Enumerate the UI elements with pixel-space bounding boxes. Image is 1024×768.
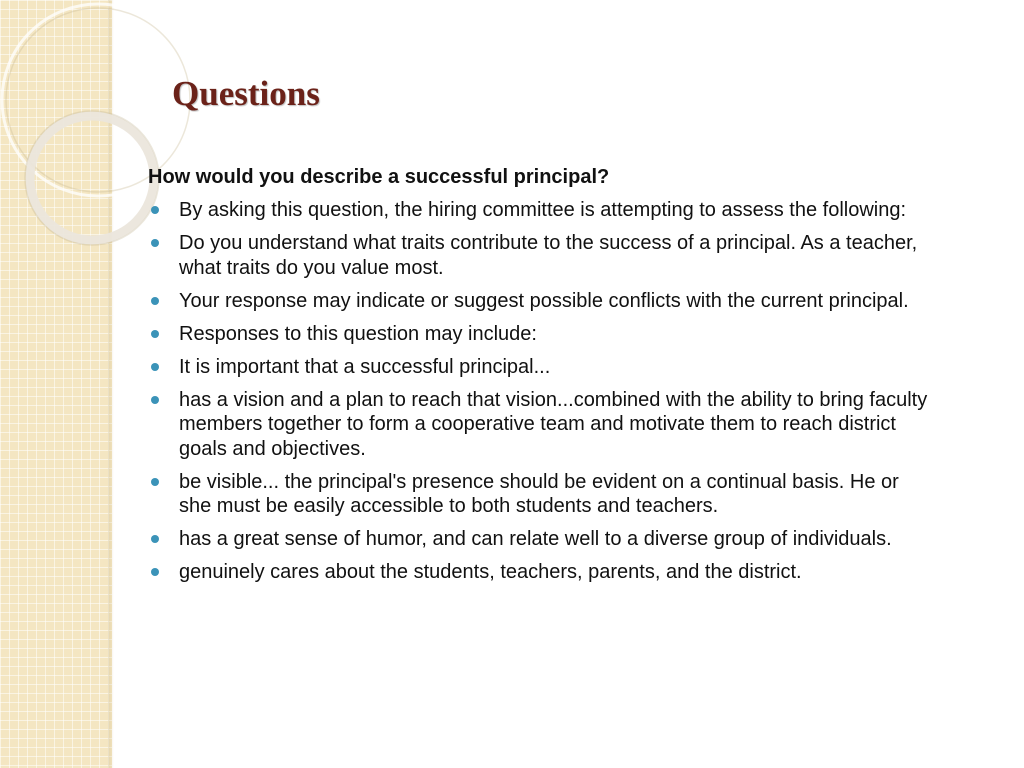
bullet-text: Your response may indicate or suggest possible conflicts with the current principal.: [179, 289, 909, 312]
bullet-icon: [151, 568, 159, 576]
question-heading: How would you describe a successful principal?: [148, 166, 610, 188]
bullet-text: Responses to this question may include:: [179, 322, 537, 345]
bullet-item: [148, 560, 928, 585]
bullet-item: [148, 355, 928, 380]
bullet-item: [148, 289, 928, 314]
bullet-text: be visible... the principal's presence should be evident on a continual basis. He or she must be easily accessible to both students and teachers.: [179, 470, 899, 517]
bullet-text: genuinely cares about the students, teachers, parents, and the district.: [179, 561, 802, 583]
slide-content: [148, 164, 928, 593]
slide-title: Questions: [172, 74, 320, 113]
bullet-icon: [151, 297, 159, 305]
bullet-icon: [151, 363, 159, 371]
bullet-icon: [151, 535, 159, 543]
bullet-item: [148, 527, 928, 552]
bullet-icon: [151, 206, 159, 214]
bullet-list: [148, 198, 928, 585]
decorative-ring-small-shadow: [25, 111, 159, 245]
bullet-icon: [151, 396, 159, 404]
bullet-item: [148, 198, 928, 223]
bullet-item: [148, 322, 928, 347]
bullet-icon: [151, 239, 159, 247]
bullet-text: has a vision and a plan to reach that vision...combined with the ability to bring faculty members together to form a cooperative team and motivate them to reach district goals and objectives.: [179, 388, 928, 460]
bullet-icon: [151, 478, 159, 486]
bullet-text: Do you understand what traits contribute to the success of a principal. As a teacher, what traits do you value most.: [179, 232, 918, 279]
bullet-icon: [151, 330, 159, 338]
bullet-text: By asking this question, the hiring committee is attempting to assess the following:: [179, 199, 907, 221]
bullet-text: It is important that a successful principal...: [179, 355, 551, 378]
bullet-item: [148, 388, 928, 462]
bullet-item: [148, 231, 928, 280]
bullet-text: has a great sense of humor, and can relate well to a diverse group of individuals.: [179, 528, 892, 550]
bullet-item: [148, 470, 928, 519]
